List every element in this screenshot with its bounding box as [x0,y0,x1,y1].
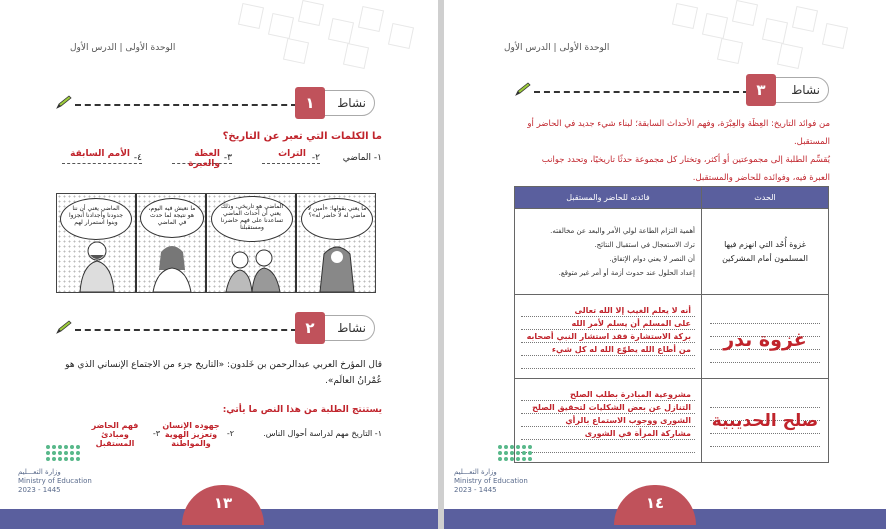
table-row [515,209,829,295]
handwritten-answer: الأمم السابقة [70,149,130,159]
comic-panel [57,194,137,292]
event-cell: غزوة بدر [702,295,829,379]
activity-label: نشاط [337,321,366,335]
ibn-khaldun-quote: قال المؤرخ العربي عبدالرحمن بن خَلدون: «التاريخ جزء من الاجتماع الإنساني الذي هو عُمْرانُ العالَم». [65,360,382,386]
comic-strip [56,193,376,293]
comic-panel [297,194,376,292]
decorative-squares [230,0,430,70]
activity-label: نشاط [337,96,366,110]
comic-panel [137,194,207,292]
ministry-logo-dots [46,445,80,461]
activity-1-answers [52,149,382,169]
activity-number: ١ [295,87,325,119]
two-girls-figure [222,240,282,292]
pencil-icon [514,81,532,97]
speech-bubble: ما نعيش فيه اليوم، هو نتيجة لما حدث في الماضي [140,198,204,238]
column-header-benefits: فائدته للحاضر والمستقبل [515,187,702,209]
activity-2-banner [55,315,375,341]
page-header: الوحدة الأولى | الدرس الأول [70,43,176,53]
girl-figure [147,240,197,292]
page-number: ١٣ [182,485,264,525]
man-figure [72,237,122,292]
handwritten-answer: التراث [278,149,306,159]
comic-panel [207,194,297,292]
event-cell: صلح الحديبية [702,379,829,463]
ministry-wordmark: وزارة التعـــليم Ministry of Education 2023 - 1445 [454,468,528,494]
handwritten-answer: العظة والعبرة [188,149,220,169]
column-header-event: الحدث [702,187,829,209]
activity-number: ٢ [295,312,325,344]
table-row [515,379,829,463]
statement-1: ١- التاريخ مهم لدراسة أحوال الناس. [263,429,382,438]
item-4: ٤- الأمم السابقة [62,153,142,164]
table-header-row [515,187,829,209]
teacher-figure [312,240,362,292]
events-table [514,186,829,463]
ministry-logo-dots [498,445,532,461]
decorative-squares [664,0,864,70]
item-1: ١- الماضي [342,153,382,163]
activity-1-question: ما الكلمات التي تعبر عن التاريخ؟ [222,131,382,142]
page-header: الوحدة الأولى | الدرس الأول [504,43,610,53]
activity-2-answers [42,421,382,467]
item-3: ٣- [152,429,160,438]
activity-3-intro: من فوائد التاريخ: العِظَة والعِبْرَة، وفهم الأحداث السابقة؛ لبناء شيء جديد في الحاضر أو المستقبل. يُقسِّم الطلبة إلى مجموعتين أو أكثر، وتختار كل مجموعة حدثًا تاريخيًا، وتحدد جوانب العبرة فيه، وفوائده للحاضر والمستقبل. [527,119,830,183]
item-2: ٢- التراث [262,153,320,164]
activity-3-banner [514,77,829,103]
table-row [515,295,829,379]
activity-2-prompt: يستنتج الطلبة من هذا النص ما يأتي: [222,405,382,415]
speech-bubble: ما يعني بقولها: «أمين لا ماضي له لا حاضر له»؟ [301,198,373,240]
event-cell: غزوة أُحُد التي انهزم فيها المسلمون أمام المشركين [702,209,829,295]
item-3: ٣- العظة والعبرة [172,153,232,164]
handwritten-answer: جهوده الإنسان وتعزيز الهوية والمواطنة [162,421,220,448]
activity-1-banner [55,90,375,116]
right-page [444,0,886,529]
pencil-icon [55,94,73,110]
benefits-cell: أهمية التزام الطاعة لولي الأمر والبعد عن مخالفته. ترك الاستعجال في استقبال النتائج. أن النصر لا يعني دوام الإتفاق. إعداد الحلول عند حدوث أزمة أو أمر غير متوقع. [515,209,702,295]
handwritten-answer: فهم الحاضر ومبادئ المستقبل [91,421,139,448]
benefits-cell: أنه لا يعلم الغيب إلا الله تعالى على المسلم أن يسلم لأمر الله بركة الاستشارة فقد استشار النبي أصحابه من أطاع الله يطوّع الله له كل شيء [515,295,702,379]
activity-number: ٣ [746,74,776,106]
page-number: ١٤ [614,485,696,525]
benefits-cell: مشروعية المبادرة بطلب الصلح التنازل عن بعض الشكليات لتحقيق الصلح الشورى ووجوب الاستماع بالرأي مشاركة المرأة في الشورى [515,379,702,463]
item-2: ٢- [226,429,234,438]
left-page [0,0,438,529]
activity-label: نشاط [791,83,820,97]
pencil-icon [55,319,73,335]
speech-bubble: الماضي هو تاريخي، وذلك يعني أن أحداث الماضي تساعدنا على فهم حاضرنا ومستقبلنا [211,196,293,242]
ministry-wordmark: وزارة التعـــليم Ministry of Education 2023 - 1445 [18,468,92,494]
speech-bubble: الماضي يعني أن ننا جدودنا وأجدادنا أنجزوا وبنوا استمرار لهم [60,198,132,240]
